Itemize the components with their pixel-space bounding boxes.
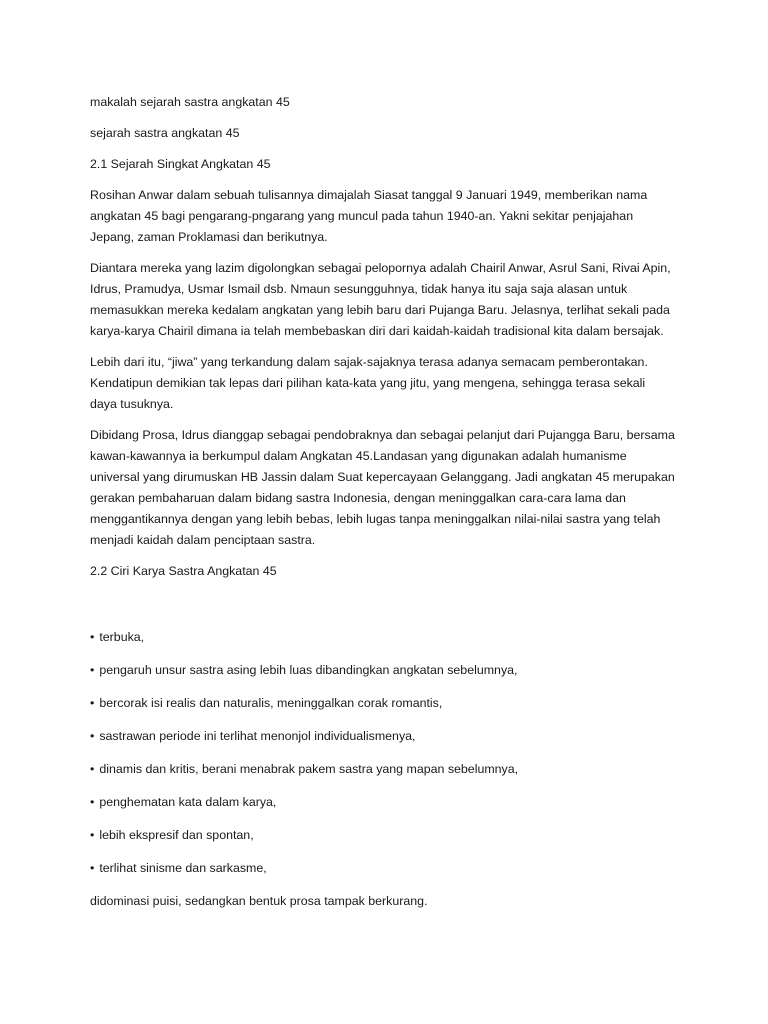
paragraph-line: Jepang, zaman Proklamasi dan berikutnya. xyxy=(90,230,328,244)
document-title: makalah sejarah sastra angkatan 45 xyxy=(90,95,290,109)
closing-line: didominasi puisi, sedangkan bentuk prosa tampak berkurang. xyxy=(90,894,428,908)
list-item-text: terlihat sinisme dan sarkasme, xyxy=(99,861,267,875)
paragraph-3 xyxy=(90,352,690,415)
bullet-icon: • xyxy=(90,762,95,776)
paragraph-line: Kendatipun demikian tak lepas dari pilihan kata-kata yang jitu, yang mengena, sehingga terasa sekali xyxy=(90,376,646,390)
paragraph-line: karya-karya Chairil dimana ia telah membebaskan diri dari kaidah-kaidah tradisional kita dalam bersajak. xyxy=(90,324,664,338)
paragraph-line: Lebih dari itu, “jiwa” yang terkandung dalam sajak-sajaknya terasa adanya semacam pemberontakan. xyxy=(90,355,648,369)
paragraph-line: daya tusuknya. xyxy=(90,397,174,411)
paragraph-line: Dibidang Prosa, Idrus dianggap sebagai pendobraknya dan sebagai pelanjut dari Pujangga Baru, bersama xyxy=(90,428,675,442)
paragraph-line: kawan-kawannya ia berkumpul dalam Angkatan 45.Landasan yang digunakan adalah humanisme xyxy=(90,449,627,463)
bullet-icon: • xyxy=(90,795,95,809)
list-item-text: sastrawan periode ini terlihat menonjol individualismenya, xyxy=(99,729,416,743)
bullet-icon: • xyxy=(90,630,95,644)
document-page xyxy=(90,92,690,912)
list-item xyxy=(90,693,690,714)
section-heading-2-1: 2.1 Sejarah Singkat Angkatan 45 xyxy=(90,157,271,171)
paragraph-line: gerakan pembaharuan dalam bidang sastra Indonesia, dengan meninggalkan cara-cara lama dan xyxy=(90,491,626,505)
section-heading-2-2: 2.2 Ciri Karya Sastra Angkatan 45 xyxy=(90,564,277,578)
paragraph-line: Idrus, Pramudya, Usmar Ismail dsb. Nmaun sesungguhnya, tidak hanya itu saja saja alasan untuk xyxy=(90,282,628,296)
bullet-icon: • xyxy=(90,696,95,710)
paragraph-line: Diantara mereka yang lazim digolongkan sebagai pelopornya adalah Chairil Anwar, Asrul Sani, Rivai Apin, xyxy=(90,261,671,275)
list-item-text: bercorak isi realis dan naturalis, meninggalkan corak romantis, xyxy=(99,696,443,710)
paragraph-line: memasukkan mereka kedalam angkatan yang lebih baru dari Pujanga Baru. Jelasnya, terlihat sekali pada xyxy=(90,303,670,317)
bullet-icon: • xyxy=(90,828,95,842)
paragraph-line: universal yang dirumuskan HB Jassin dalam Suat kepercayaan Gelanggang. Jadi angkatan 45 merupakan xyxy=(90,470,675,484)
list-item xyxy=(90,858,690,879)
paragraph-2 xyxy=(90,258,690,342)
paragraph-line: menggantikannya dengan yang lebih bebas, lebih lugas tanpa meninggalkan nilai-nilai sastra yang telah xyxy=(90,512,661,526)
paragraph-4 xyxy=(90,425,690,551)
list-item xyxy=(90,825,690,846)
list-item xyxy=(90,627,690,648)
list-item xyxy=(90,759,690,780)
list-item xyxy=(90,792,690,813)
list-item-text: lebih ekspresif dan spontan, xyxy=(99,828,254,842)
list-item-text: penghematan kata dalam karya, xyxy=(99,795,277,809)
bullet-icon: • xyxy=(90,663,95,677)
bullet-icon: • xyxy=(90,861,95,875)
list-item-text: terbuka, xyxy=(99,630,145,644)
paragraph-line: angkatan 45 bagi pengarang-pngarang yang muncul pada tahun 1940-an. Yakni sekitar penjajahan xyxy=(90,209,634,223)
document-subtitle: sejarah sastra angkatan 45 xyxy=(90,126,240,140)
paragraph-1 xyxy=(90,185,690,248)
paragraph-line: Rosihan Anwar dalam sebuah tulisannya dimajalah Siasat tanggal 9 Januari 1949, memberikan nama xyxy=(90,188,648,202)
bullet-icon: • xyxy=(90,729,95,743)
paragraph-line: menjadi kaidah dalam penciptaan sastra. xyxy=(90,533,316,547)
list-item-text: dinamis dan kritis, berani menabrak pakem sastra yang mapan sebelumnya, xyxy=(99,762,519,776)
characteristics-list xyxy=(90,627,690,879)
list-item xyxy=(90,726,690,747)
list-item-text: pengaruh unsur sastra asing lebih luas dibandingkan angkatan sebelumnya, xyxy=(99,663,518,677)
list-item xyxy=(90,660,690,681)
